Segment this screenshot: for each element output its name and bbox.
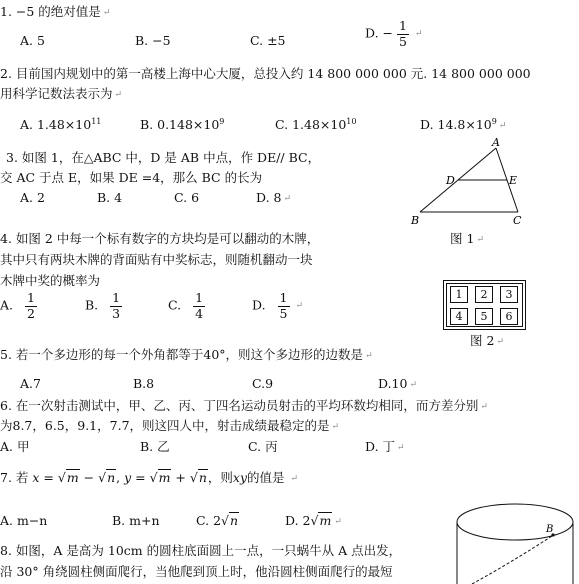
tile-1: 1: [450, 286, 468, 303]
point-e-label: E: [509, 174, 518, 187]
q1-option-b: B. −5: [135, 33, 171, 48]
q6-option-b: B. 乙: [140, 439, 170, 454]
q5-option-d: D.10 ↵: [378, 376, 418, 391]
q2-option-b: B. $0.148\times 10^9$: [140, 117, 225, 133]
q2-option-d: D. $14.8\times 10^9$ ↵: [420, 117, 507, 133]
q2-option-a: A. $1.48\times 10^{11}$: [20, 117, 102, 133]
q4-option-a: A. $\frac{1}{2}$: [0, 290, 35, 321]
tile-2: 2: [475, 286, 493, 303]
q2-stem-line2: 用科学记数法表示为 ↵: [0, 86, 123, 101]
tile-6: 6: [500, 308, 518, 325]
q7-option-b: B. m+n: [112, 513, 160, 528]
figure-2-caption: 图 2 ↵: [470, 333, 504, 348]
q4-stem-line3: 木牌中奖的概率为: [0, 273, 101, 288]
q3-option-d: D. 8 ↵: [256, 190, 292, 205]
q5-option-a: A.7: [20, 376, 41, 391]
q4-stem-line2: 其中只有两块木牌的背面贴有中奖标志，则随机翻动一块: [0, 252, 313, 267]
q1-option-a: A. 5: [20, 33, 45, 48]
q7-option-a: A. m−n: [0, 513, 48, 528]
q3-stem-line2: 交 AC 于点 E，如果 DE =4，那么 BC 的长为: [0, 170, 263, 185]
q3-stem-line1: 3. 如图 1，在△ABC 中，D 是 AB 中点，作 DE// BC，: [6, 150, 321, 165]
q5-option-c: C.9: [252, 376, 274, 391]
q3-option-a: A. 2: [20, 190, 45, 205]
tile-5: 5: [475, 308, 493, 325]
q6-stem-line1: 6. 在一次射击测试中，甲、乙、丙、丁四名运动员射击的平均环数均相同，而方差分别 ↵: [0, 398, 488, 413]
q4-option-d: D. $\frac{1}{5}$ ↵: [252, 290, 304, 321]
tile-4: 4: [450, 308, 468, 325]
q5-option-b: B.8: [133, 376, 155, 391]
cylinder-figure: [452, 500, 579, 584]
vertex-b-label: B: [411, 214, 420, 227]
tile-3: 3: [500, 286, 518, 303]
q4-stem-line1: 4. 如图 2 中每一个标有数字的方块均是可以翻动的木牌，: [0, 231, 320, 246]
q4-option-b: B. $\frac{1}{3}$: [85, 290, 121, 321]
q7-option-c: C. 2√n: [196, 513, 239, 528]
q6-option-c: C. 丙: [248, 439, 278, 454]
q8-stem-line1: 8. 如图，A 是高为 10cm 的圆柱底面圆上一点，一只蜗牛从 A 点出发，: [0, 543, 402, 558]
point-d-label: D: [446, 174, 455, 187]
q4-option-c: C. $\frac{1}{4}$: [168, 290, 204, 321]
q6-stem-line2: 为8.7，6.5，9.1，7.7，则这四人中，射击成绩最稳定的是 ↵: [0, 418, 340, 433]
figure-2-board: [443, 280, 526, 330]
q6-option-d: D. 丁 ↵: [365, 439, 405, 454]
q1-option-c: C. ±5: [250, 33, 286, 48]
q3-option-c: C. 6: [174, 190, 200, 205]
vertex-c-label: C: [513, 214, 522, 227]
q5-stem: 5. 若一个多边形的每一个外角都等于40°，则这个多边形的边数是 ↵: [0, 347, 373, 362]
vertex-a-label: A: [492, 136, 500, 149]
q7-option-d: D. 2√m ↵: [285, 513, 342, 528]
q1-option-d: D. − $\frac{1}{5}$ ↵: [365, 18, 423, 49]
q2-stem-line1: 2. 目前国内规划中的第一高楼上海中心大厦，总投入约 14 800 000 000 元. 14 800 000 000: [0, 66, 531, 81]
q2-option-c: C. $1.48\times 10^{10}$: [275, 117, 357, 133]
q1-stem: 1. −5 的绝对值是 ↵: [0, 4, 111, 19]
point-b-label: B: [546, 524, 554, 535]
q7-stem: 7. 若 x = √m − √n, y = √m + √n，则xy的值是 ↵: [0, 470, 299, 485]
figure-1-triangle: [400, 136, 540, 228]
q8-stem-line2: 沿 30° 角绕圆柱侧面爬行，当他爬到顶上时，他沿圆柱侧面爬行的最短: [0, 564, 393, 579]
figure-1-caption: 图 1 ↵: [450, 231, 484, 246]
q6-option-a: A. 甲: [0, 439, 30, 454]
q3-option-b: B. 4: [97, 190, 123, 205]
